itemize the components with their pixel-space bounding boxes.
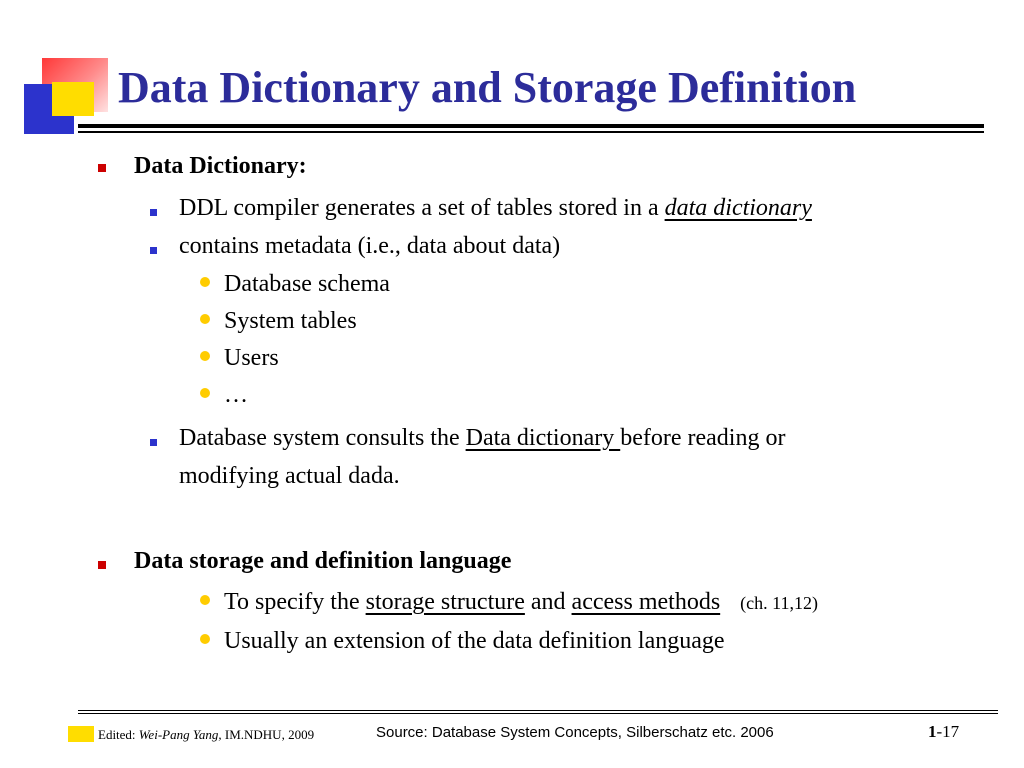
list-item-metadata: contains metadata (i.e., data about data) bbox=[179, 233, 561, 259]
section-heading-storage: Data storage and definition language bbox=[134, 548, 512, 574]
term-storage-structure: storage structure bbox=[365, 589, 525, 615]
chapter-note: (ch. 11,12) bbox=[740, 593, 818, 613]
list-item-specify: To specify the storage structure and access methods (ch. 11,12) bbox=[224, 589, 818, 615]
dot-bullet-icon bbox=[200, 595, 210, 605]
footer-yellow-box bbox=[68, 726, 94, 742]
dot-bullet-icon bbox=[200, 388, 210, 398]
footer-source: Source: Database System Concepts, Silberschatz etc. 2006 bbox=[376, 724, 774, 741]
list-item-ddl-compiler: DDL compiler generates a set of tables stored in a data dictionary bbox=[179, 195, 812, 221]
square-bullet-icon bbox=[150, 247, 157, 254]
list-item-ellipsis: … bbox=[224, 382, 248, 408]
title-rule-thin bbox=[78, 131, 984, 133]
term-data-dictionary: data dictionary bbox=[664, 195, 812, 221]
slide-title: Data Dictionary and Storage Definition bbox=[118, 63, 857, 112]
list-item-users: Users bbox=[224, 345, 279, 371]
square-bullet-icon bbox=[98, 164, 106, 172]
list-item-consults-continuation: modifying actual dada. bbox=[179, 463, 400, 489]
footer-rule bbox=[78, 710, 998, 711]
dot-bullet-icon bbox=[200, 277, 210, 287]
dot-bullet-icon bbox=[200, 634, 210, 644]
dot-bullet-icon bbox=[200, 314, 210, 324]
dot-bullet-icon bbox=[200, 351, 210, 361]
square-bullet-icon bbox=[98, 561, 106, 569]
term-data-dictionary-2: Data dictionary bbox=[465, 425, 621, 451]
footer-edited: Edited: Wei-Pang Yang, IM.NDHU, 2009 bbox=[98, 727, 315, 742]
list-item-database-schema: Database schema bbox=[224, 271, 390, 297]
term-access-methods: access methods bbox=[571, 589, 721, 615]
page-number: 1-17 bbox=[928, 722, 960, 741]
footer-rule-2 bbox=[78, 713, 998, 714]
list-item-consults: Database system consults the Data dictionary before reading or bbox=[179, 425, 786, 451]
section-heading-data-dictionary: Data Dictionary: bbox=[134, 153, 307, 179]
square-bullet-icon bbox=[150, 209, 157, 216]
title-rule-thick bbox=[78, 124, 984, 128]
square-bullet-icon bbox=[150, 439, 157, 446]
logo-yellow-square bbox=[52, 82, 94, 116]
list-item-system-tables: System tables bbox=[224, 308, 357, 334]
list-item-extension: Usually an extension of the data definition language bbox=[224, 628, 725, 654]
